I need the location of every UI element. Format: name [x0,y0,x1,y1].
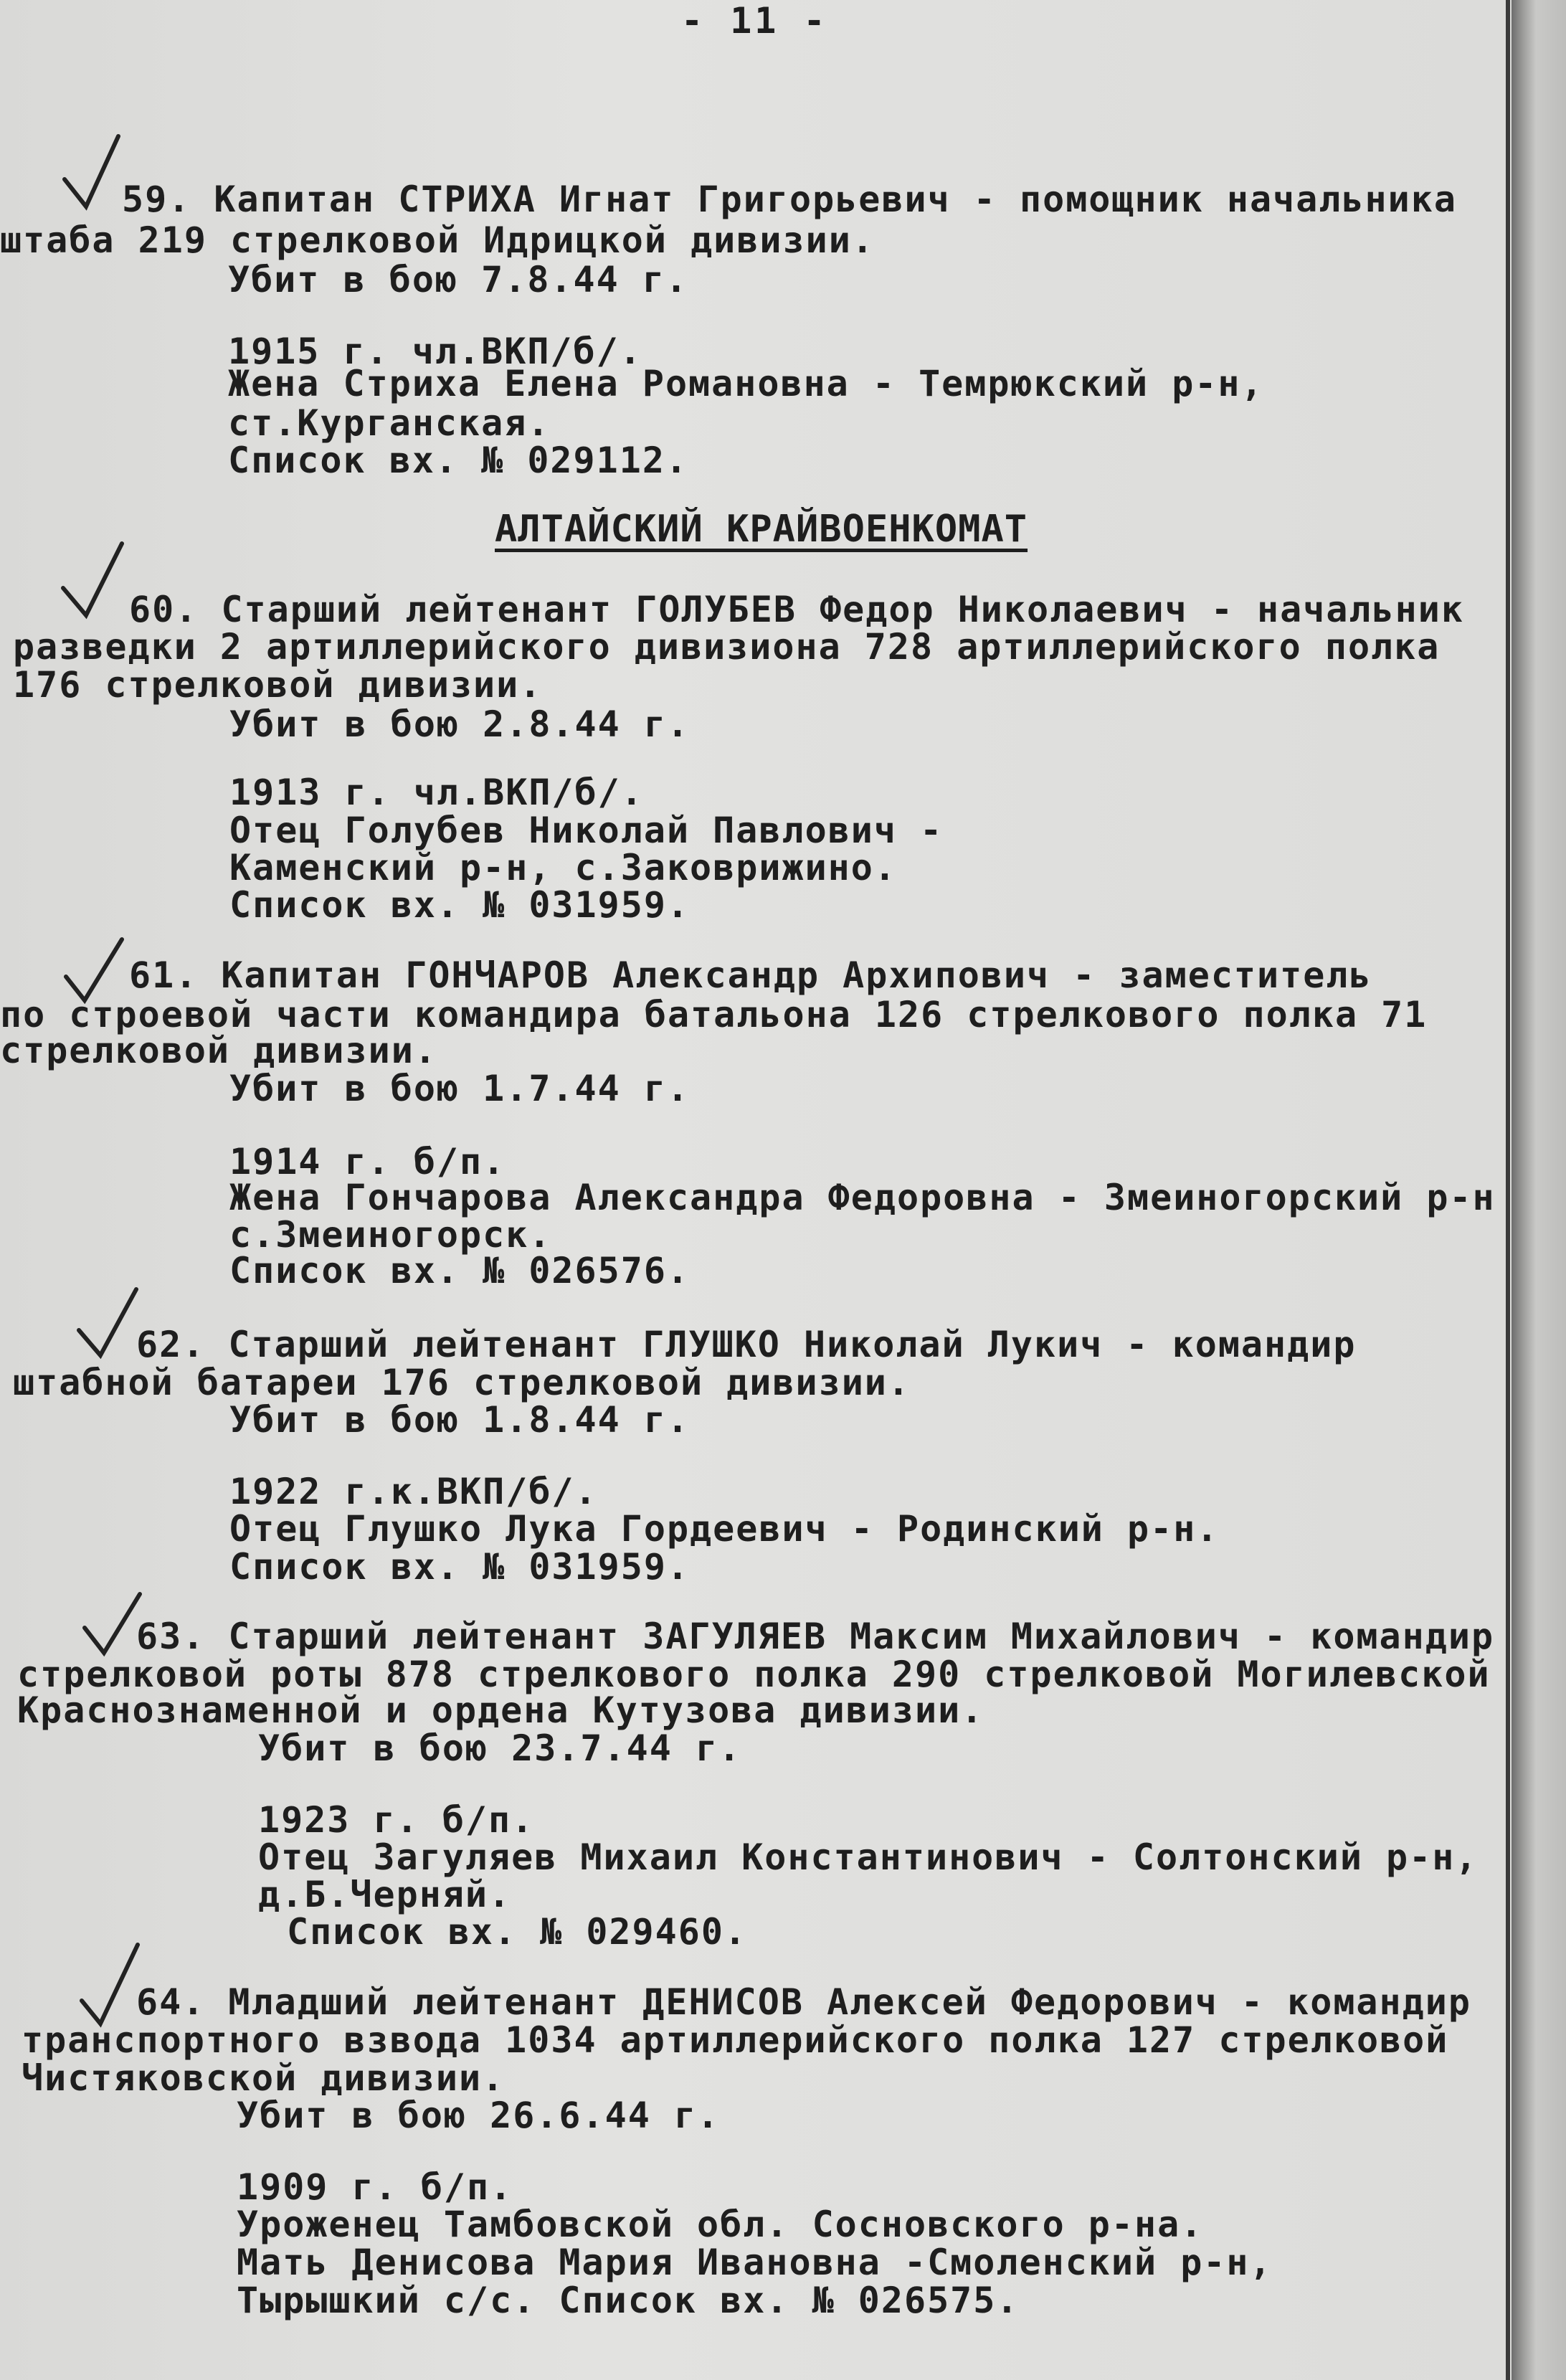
entry-line: Жена Гончарова Александра Федоровна - Змеиногорский р-н [229,1177,1496,1218]
page-edge-shadow [1512,0,1566,2380]
entry-line: 63. Старший лейтенант ЗАГУЛЯЕВ Максим Михайлович - командир [136,1616,1495,1657]
entry-line: 1923 г. б/п. [258,1799,535,1841]
entry-line: по строевой части командира батальона 126 стрелкового полка 71 [0,994,1428,1035]
entry-line: Список вх. № 031959. [229,1546,691,1588]
entry-line: 64. Младший лейтенант ДЕНИСОВ Алексей Федорович - командир [136,1981,1471,2023]
entry-line: д.Б.Черняй. [258,1874,512,1915]
entry-line: 1915 г. чл.ВКП/б/. [228,331,642,372]
entry-line: 61. Капитан ГОНЧАРОВ Александр Архипович - заместитель [129,954,1372,996]
entry-line: транспортного взвода 1034 артиллерийского полка 127 стрелковой [22,2019,1449,2061]
entry-line: 176 стрелковой дивизии. [13,664,543,706]
entry-line: Каменский р-н, с.Заковрижино. [229,847,897,888]
entry-line: 1922 г.к.ВКП/б/. [229,1471,598,1512]
entry-line: штабной батареи 176 стрелковой дивизии. [13,1362,911,1403]
entry-line: 1914 г. б/п. [229,1141,506,1182]
entry-line: ст.Курганская. [228,402,551,444]
entry-line: разведки 2 артиллерийского дивизиона 728 артиллерийского полка [13,626,1441,668]
entry-line: Жена Стриха Елена Романовна - Темрюкский р-н, [228,363,1264,404]
checkmark-icon [50,538,136,624]
entry-line: Список вх. № 026576. [229,1250,691,1291]
entry-line: 1909 г. б/п. [237,2166,513,2208]
entry-line: Чистяковской дивизии. [22,2057,506,2099]
entry-line: Отец Глушко Лука Гордеевич - Родинский р-н. [229,1508,1220,1550]
entry-line: стрелковой дивизии. [0,1030,437,1071]
entry-line: Мать Денисова Мария Ивановна -Смоленский р-н, [237,2242,1273,2283]
entry-line: Убит в бою 1.8.44 г. [229,1399,691,1441]
entry-line: Список вх. № 029460. [287,1911,748,1953]
entry-line: Список вх. № 031959. [229,884,691,926]
entry-line: Тырышкий с/с. Список вх. № 026575. [237,2280,1020,2321]
entry-line: Уроженец Тамбовской обл. Сосновского р-на. [237,2204,1204,2245]
entry-line: Убит в бою 23.7.44 г. [258,1727,742,1769]
entry-line: Отец Голубев Николай Павлович - [229,810,944,851]
entry-line: Убит в бою 1.7.44 г. [229,1068,691,1109]
entry-line: Список вх. № 029112. [228,440,689,481]
entry-line: Убит в бою 26.6.44 г. [237,2095,721,2136]
entry-line: Отец Загуляев Михаил Константинович - Солтонский р-н, [258,1836,1479,1878]
entry-line: Краснознаменной и ордена Кутузова дивизии. [17,1689,984,1731]
entry-line: стрелковой роты 878 стрелкового полка 290 стрелковой Могилевской [17,1654,1491,1695]
entry-line: 59. Капитан СТРИХА Игнат Григорьевич - помощник начальника [122,179,1457,220]
entry-line: с.Змеиногорск. [229,1214,552,1256]
entry-line: Убит в бою 2.8.44 г. [229,703,691,745]
page-number: - 11 - [681,0,828,42]
entry-line: Убит в бою 7.8.44 г. [228,259,689,300]
entry-line: 62. Старший лейтенант ГЛУШКО Николай Лукич - командир [136,1324,1357,1365]
entry-line: 1913 г. чл.ВКП/б/. [229,772,644,813]
entry-line: штаба 219 стрелковой Идрицкой дивизии. [0,219,875,261]
page-edge-line [1506,0,1510,2380]
entry-line: 60. Старший лейтенант ГОЛУБЕВ Федор Николаевич - начальник [129,589,1464,630]
section-heading: АЛТАЙСКИЙ КРАЙВОЕНКОМАТ [495,508,1028,551]
